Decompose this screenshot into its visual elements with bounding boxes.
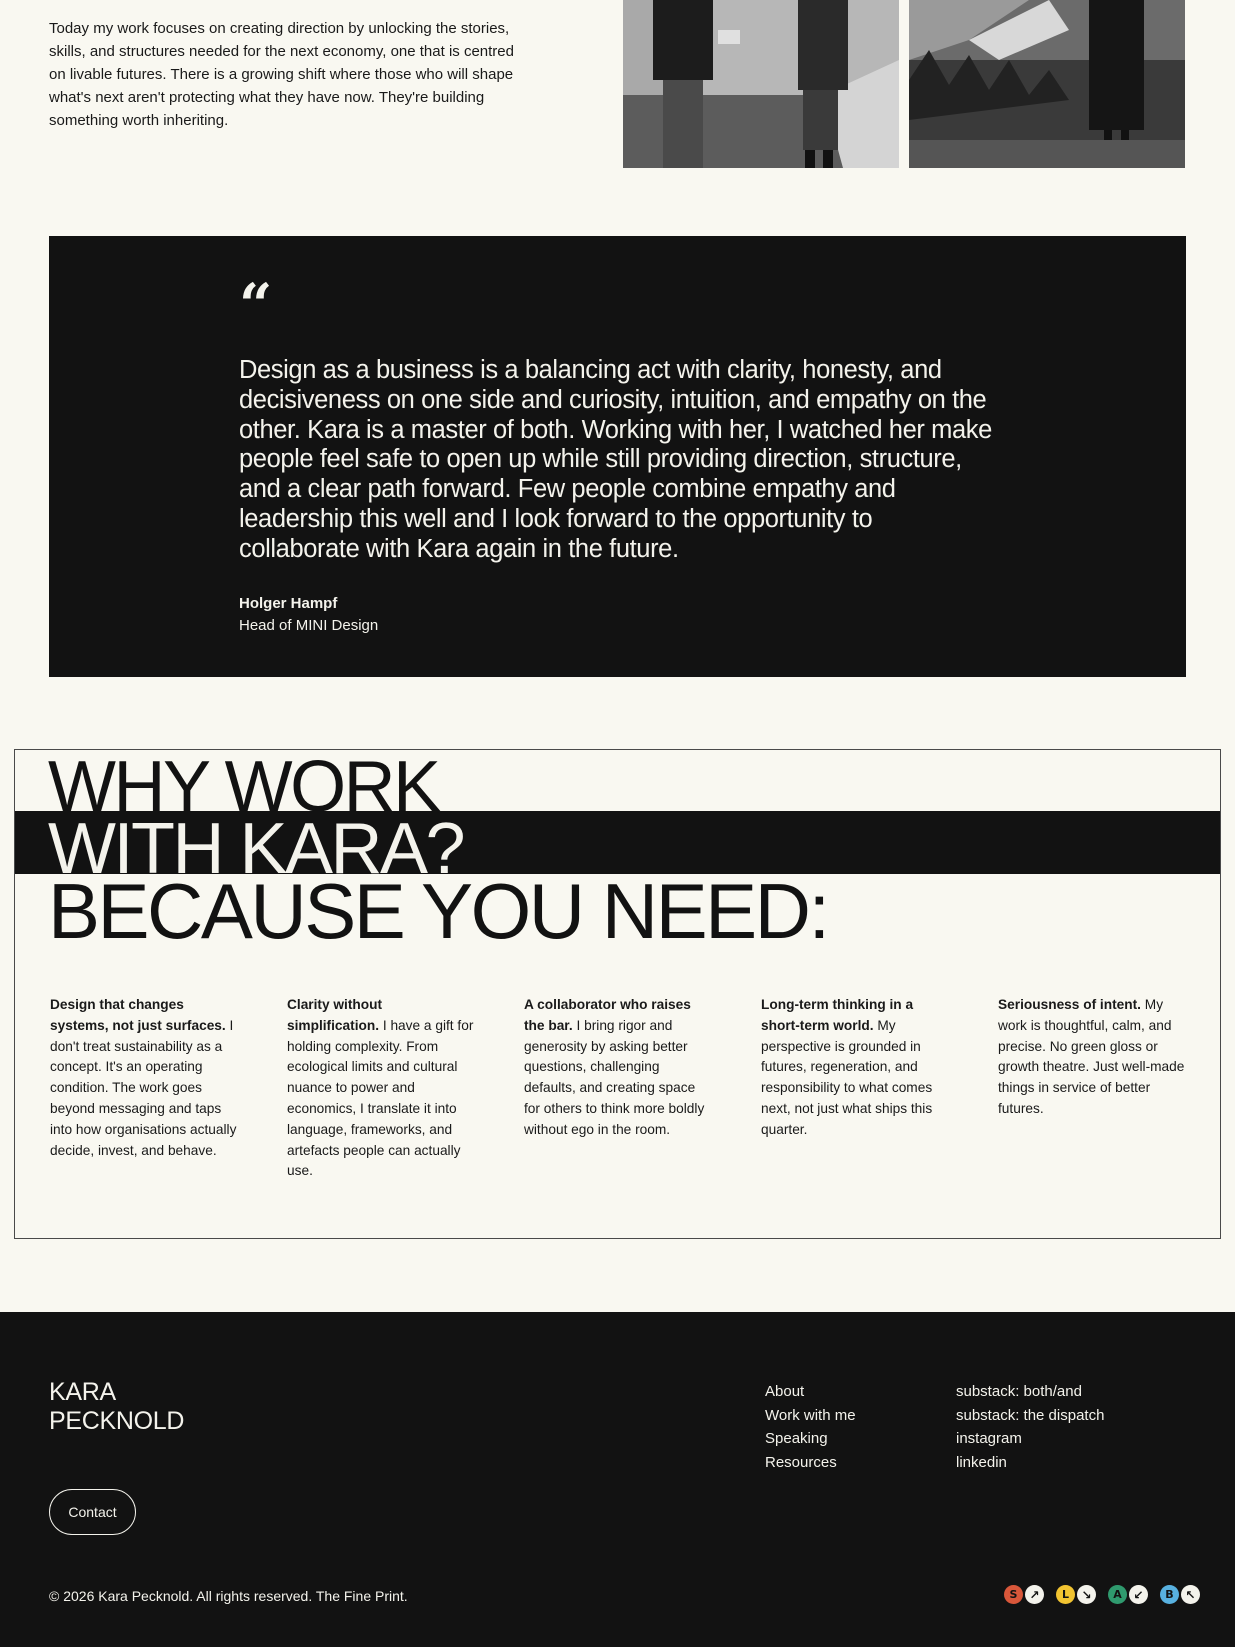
site-footer	[0, 1312, 1235, 1647]
footer-link-resources[interactable]: Resources	[765, 1453, 837, 1471]
arrow-down-right-icon: ↘	[1077, 1585, 1096, 1604]
reason-title: Long-term thinking in a short-term world.	[761, 997, 914, 1033]
social-link-substack-dispatch[interactable]: substack: the dispatch	[956, 1406, 1105, 1424]
reason-body: My perspective is grounded in futures, regeneration, and responsibility to what comes next, not just what ships this quarter.	[761, 1017, 933, 1137]
why-work-section	[14, 749, 1221, 1239]
footer-logo[interactable]	[49, 1378, 184, 1436]
testimonial-text: Design as a business is a balancing act with clarity, honesty, and decisiveness on one side and curiosity, intuition, and empathy on the other. Kara is a master of both. Working with her, I watched her make people feel safe to open up while still providing direction, structure, and a clear path forward. Few people combine empathy and leadership this well and I look forward to the opportunity to collaborate with Kara again in the future.	[239, 356, 992, 563]
logo-line-2: PECKNOLD	[49, 1407, 185, 1435]
testimonial-role: Head of MINI Design	[239, 617, 379, 634]
badge-s[interactable]	[1004, 1585, 1044, 1604]
logo-line-1: KARA	[49, 1378, 116, 1406]
badge-l[interactable]	[1056, 1585, 1096, 1604]
badge-letter: S	[1004, 1585, 1023, 1604]
social-link-instagram[interactable]: instagram	[956, 1430, 1022, 1447]
footer-link-speaking[interactable]: Speaking	[765, 1430, 828, 1447]
reason-body: I bring rigor and generosity by asking better questions, challenging defaults, and creating space for others to think more boldly without ego in the room.	[524, 1017, 705, 1137]
why-heading	[48, 749, 828, 955]
badge-letter: B	[1160, 1585, 1179, 1604]
reason-item	[524, 995, 714, 1141]
why-heading-line-1: WHY WORK	[48, 749, 439, 827]
photo-person-landscape	[909, 0, 1185, 168]
intro-paragraph: Today my work focuses on creating direction by unlocking the stories, skills, and structures needed for the next economy, one that is centred on livable futures. There is a growing shift where those who will shape what's next aren't protecting what they have now. They're building something worth inheriting.	[49, 20, 514, 129]
social-link-substack-both-and[interactable]: substack: both/and	[956, 1383, 1082, 1400]
footer-link-about[interactable]: About	[765, 1383, 805, 1400]
footer-nav	[765, 1380, 856, 1474]
reason-title: A collaborator who raises the bar.	[524, 997, 691, 1033]
reason-body: I have a gift for holding complexity. From ecological limits and cultural nuance to power and economics, I translate it into language, frameworks, and artefacts people can actually use.	[287, 1017, 474, 1179]
testimonial-author: Holger Hampf	[239, 595, 338, 612]
badge-a[interactable]	[1108, 1585, 1148, 1604]
quote-mark-icon: “	[239, 271, 273, 339]
photo-people-standing	[623, 0, 899, 168]
reason-title: Seriousness of intent.	[998, 997, 1141, 1012]
reason-title: Design that changes systems, not just surfaces.	[50, 997, 226, 1033]
reason-title: Clarity without simplification.	[287, 997, 383, 1033]
badge-b[interactable]	[1160, 1585, 1200, 1604]
contact-button[interactable]: Contact	[49, 1489, 136, 1535]
reason-item	[50, 995, 240, 1161]
arrow-down-left-icon: ↙	[1129, 1585, 1148, 1604]
footer-social	[956, 1380, 1104, 1474]
badge-letter: A	[1108, 1585, 1127, 1604]
copyright-text: © 2026 Kara Pecknold. All rights reserved. The Fine Print.	[49, 1588, 408, 1604]
badge-letter: L	[1056, 1585, 1075, 1604]
reason-item	[761, 995, 951, 1141]
reason-item	[287, 995, 477, 1182]
reason-item	[998, 995, 1188, 1120]
reason-body: I don't treat sustainability as a concept. It's an operating condition. The work goes beyond messaging and taps into how organisations actually decide, invest, and behave.	[50, 1017, 237, 1158]
badge-row	[1004, 1585, 1200, 1604]
arrow-up-left-icon: ↖	[1181, 1585, 1200, 1604]
arrow-up-right-icon: ↗	[1025, 1585, 1044, 1604]
footer-link-work-with-me[interactable]: Work with me	[765, 1406, 856, 1424]
social-link-linkedin[interactable]: linkedin	[956, 1453, 1007, 1471]
testimonial-block	[49, 236, 1186, 677]
reason-body: My work is thoughtful, calm, and precise. No green gloss or growth theatre. Just well-made things in service of better futures.	[998, 997, 1185, 1116]
why-heading-line-2: WITH KARA?	[48, 809, 464, 889]
why-heading-line-3: BECAUSE YOU NEED:	[48, 867, 828, 955]
